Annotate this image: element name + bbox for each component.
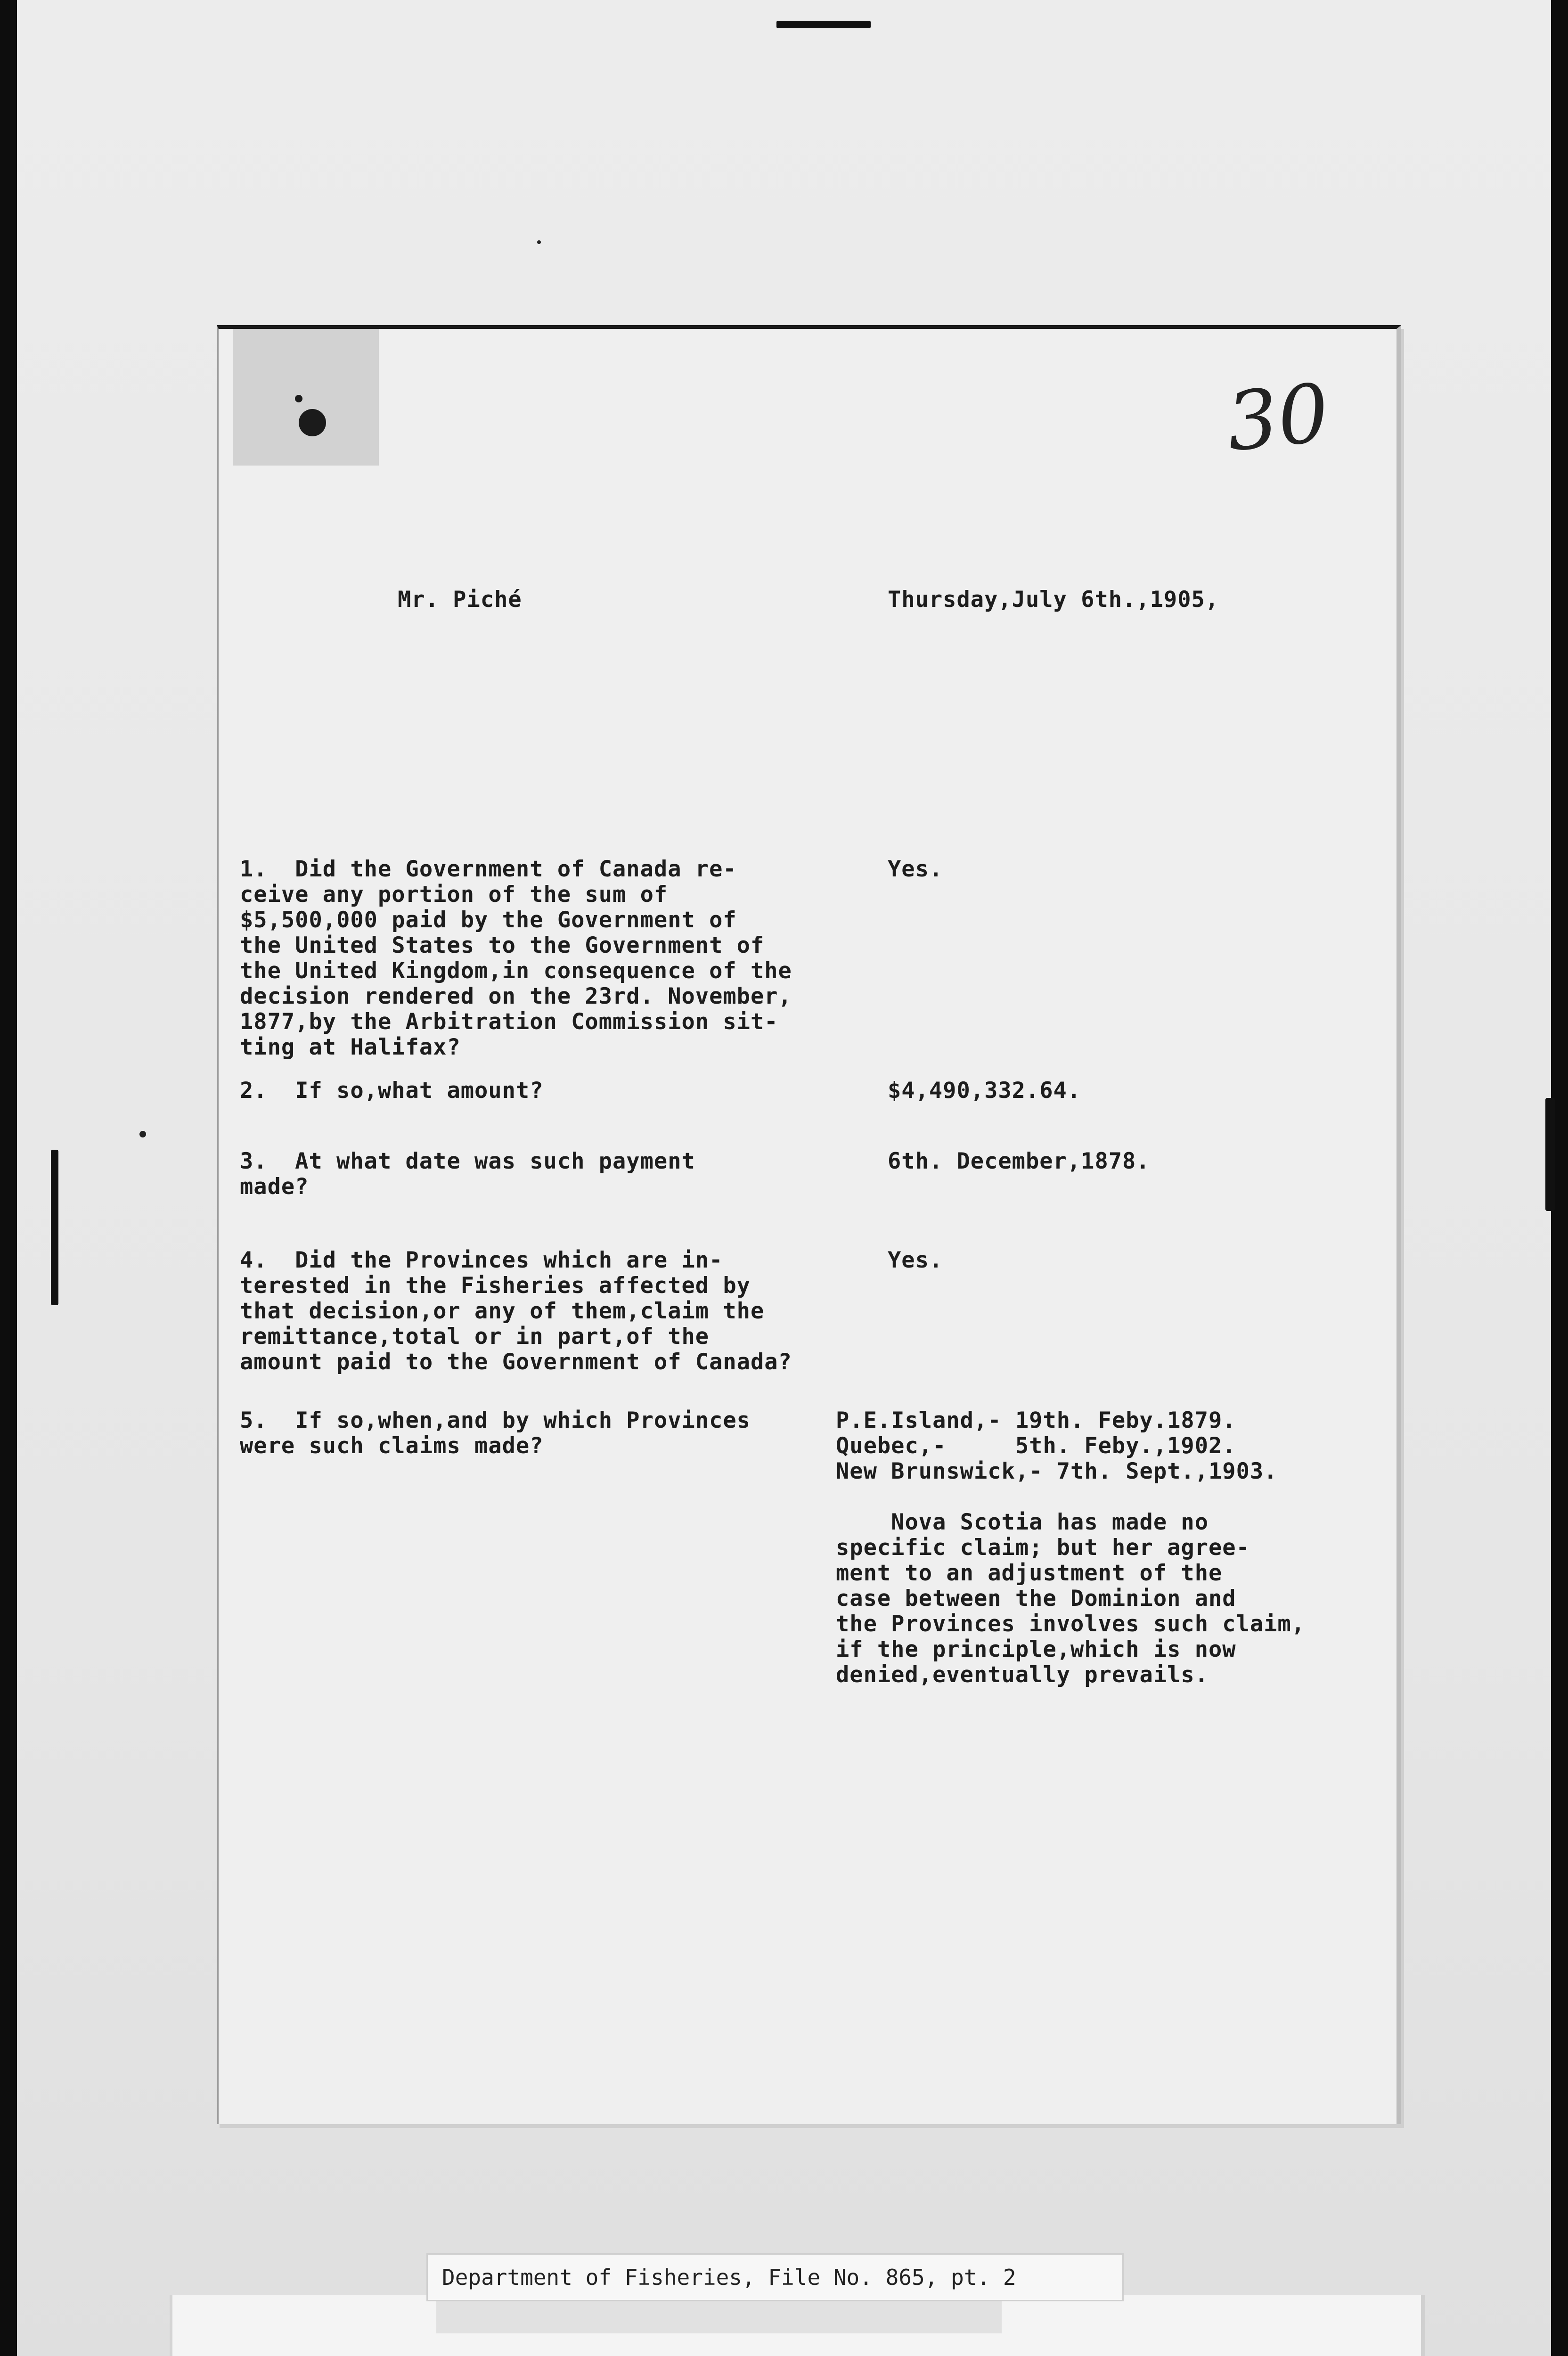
question-4-line: 4. Did the Provinces which are in- xyxy=(240,1247,723,1273)
answer-5-line: if the principle,which is now xyxy=(836,1636,1236,1662)
film-edge-left xyxy=(0,0,17,2356)
question-1-line: the United States to the Government of xyxy=(240,933,765,958)
film-registration-mark-top xyxy=(776,21,871,28)
question-4-line: terested in the Fisheries affected by xyxy=(240,1273,751,1299)
file-reference-label: Department of Fisheries, File No. 865, pt. 2 xyxy=(426,2253,1124,2301)
archive-stamp-card xyxy=(170,2295,1425,2356)
dust-speck xyxy=(139,1131,146,1137)
question-4-line: that decision,or any of them,claim the xyxy=(240,1298,765,1324)
answer-5-line: ment to an adjustment of the xyxy=(836,1560,1223,1586)
question-1-line: 1877,by the Arbitration Commission sit- xyxy=(240,1009,778,1035)
answer-5-line: denied,eventually prevails. xyxy=(836,1662,1209,1688)
card-strip xyxy=(436,2300,1002,2333)
answer-3-line: 6th. December,1878. xyxy=(888,1148,1150,1174)
typed-document-sheet xyxy=(217,325,1401,2124)
answer-5-line: specific claim; but her agree- xyxy=(836,1535,1250,1561)
film-registration-mark-left xyxy=(51,1150,58,1305)
punch-hole-small xyxy=(295,395,302,402)
folio-number: 30 xyxy=(1222,366,1334,470)
question-5-line: 5. If so,when,and by which Provinces xyxy=(240,1407,751,1433)
question-1-line: ting at Halifax? xyxy=(240,1034,461,1060)
question-4-line: amount paid to the Government of Canada? xyxy=(240,1349,792,1375)
question-1-line: ceive any portion of the sum of xyxy=(240,882,668,908)
answer-5-line: the Provinces involves such claim, xyxy=(836,1611,1306,1637)
punch-hole xyxy=(299,409,326,436)
question-3-line: made? xyxy=(240,1174,309,1200)
corner-patch xyxy=(233,329,379,466)
question-4-line: remittance,total or in part,of the xyxy=(240,1324,710,1350)
answer-1-line: Yes. xyxy=(888,856,943,882)
answer-5-line: Quebec,- 5th. Feby.,1902. xyxy=(836,1433,1236,1459)
question-5-line: were such claims made? xyxy=(240,1433,544,1459)
question-3-line: 3. At what date was such payment xyxy=(240,1148,695,1174)
question-1-line: decision rendered on the 23rd. November, xyxy=(240,983,792,1009)
answer-5-line: P.E.Island,- 19th. Feby.1879. xyxy=(836,1407,1236,1433)
question-2-line: 2. If so,what amount? xyxy=(240,1078,544,1104)
answer-2-line: $4,490,332.64. xyxy=(888,1078,1081,1104)
answer-5-line: case between the Dominion and xyxy=(836,1586,1236,1612)
addressee: Mr. Piché xyxy=(398,587,522,613)
dust-speck xyxy=(537,240,541,244)
answer-4-line: Yes. xyxy=(888,1247,943,1273)
question-1-line: $5,500,000 paid by the Government of xyxy=(240,907,737,933)
answer-5-line: Nova Scotia has made no xyxy=(836,1509,1209,1535)
question-1-line: 1. Did the Government of Canada re- xyxy=(240,856,737,882)
answer-5-line: New Brunswick,- 7th. Sept.,1903. xyxy=(836,1458,1278,1484)
question-1-line: the United Kingdom,in consequence of the xyxy=(240,958,792,984)
film-registration-mark-right xyxy=(1545,1098,1555,1211)
letter-date: Thursday,July 6th.,1905, xyxy=(888,587,1219,613)
